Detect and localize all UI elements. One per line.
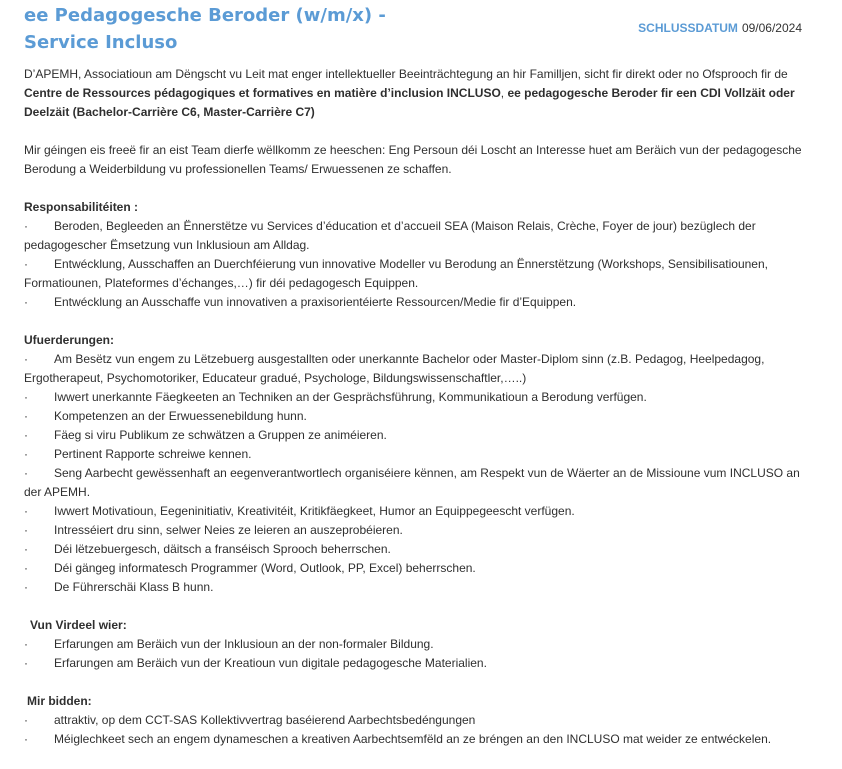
list-item [24, 559, 804, 578]
advantages-heading: Vun Virdeel wier: [30, 618, 127, 632]
bullet-marker: · [24, 352, 28, 366]
list-item [24, 654, 804, 673]
job-title: ee Pedagogesche Beroder (w/m/x) - Service Incluso [24, 5, 386, 53]
requirements-list [24, 350, 804, 597]
list-item-text: Beroden, Begleeden an Ënnerstëtze vu Services d’éducation et d’accueil SEA (Maison Relais, Crèche, Foyer de jour) bezüglech der pedagogescher Ëmsetzung vun Inklusioun am Alldag. [24, 219, 756, 252]
responsibilities-heading: Responsabilitéiten : [24, 200, 139, 214]
requirements-heading: Ufuerderungen: [24, 333, 114, 347]
list-item-text: Fäeg si viru Publikum ze schwätzen a Gruppen ze animéieren. [54, 428, 387, 442]
bullet-marker: · [24, 466, 28, 480]
list-item [24, 426, 804, 445]
closing-date-row [638, 20, 802, 36]
list-item-text: Déi lëtzebuergesch, däitsch a franséisch Sprooch beherrschen. [54, 542, 391, 556]
list-item [24, 407, 804, 426]
list-item-text: Entwécklung, Ausschaffen an Duerchféierung vun innovative Modeller vu Berodung an Ënnerstëtzung (Workshops, Sensibilisatiounen, Formatiounen, Plateformes d’échanges,…) fir déi pedagogesch Equippen. [24, 257, 768, 290]
list-item [24, 730, 804, 749]
list-item-text: Seng Aarbecht gewëssenhaft an eegenverantwortlech organiséiere kënnen, am Respekt vun de Wäerter an de Missioune vum INCLUSO an der APEMH. [24, 466, 800, 499]
bullet-marker: · [24, 561, 28, 575]
bullet-marker: · [24, 504, 28, 518]
list-item-text: Am Besëtz vun engem zu Lëtzebuerg ausgestallten oder unerkannte Bachelor oder Master-Diplom sinn (z.B. Pedagog, Heelpedagog, Ergotherapeut, Psychomotoriker, Educateur gradué, Psychologe, Bildungswissenschaftler,…..) [24, 352, 765, 385]
list-item-text: Pertinent Rapporte schreiwe kennen. [54, 447, 252, 461]
list-item-text: Iwwert unerkannte Fäegkeeten an Techniken an der Gesprächsführung, Kommunikatioun a Berodung verfügen. [54, 390, 647, 404]
closing-date-label: SCHLUSSDATUM [638, 21, 738, 35]
job-description [24, 65, 804, 749]
list-item-text: attraktiv, op dem CCT-SAS Kollektivvertrag baséierend Aarbechtsbedéngungen [54, 713, 476, 727]
intro-paragraph [24, 65, 804, 122]
closing-date-value: 09/06/2024 [741, 21, 802, 35]
responsibilities-list [24, 217, 804, 312]
bullet-marker: · [24, 656, 28, 670]
list-item [24, 635, 804, 654]
list-item [24, 293, 804, 312]
list-item-text: Déi gängeg informatesch Programmer (Word, Outlook, PP, Excel) beherrschen. [54, 561, 476, 575]
list-item-text: Erfarungen am Beräich vun der Kreatioun vun digitale pedagogesche Materialien. [54, 656, 487, 670]
bullet-marker: · [24, 523, 28, 537]
bullet-marker: · [24, 295, 28, 309]
bullet-marker: · [24, 409, 28, 423]
list-item-text: De Führerschäi Klass B hunn. [54, 580, 214, 594]
bullet-marker: · [24, 447, 28, 461]
bullet-marker: · [24, 390, 28, 404]
list-item [24, 445, 804, 464]
offer-heading: Mir bidden: [27, 694, 92, 708]
offer-list [24, 711, 804, 749]
intro-position: ee pedagogesche Beroder fir een CDI Vollzäit oder Deelzäit (Bachelor-Carrière C6, Master-Carrière C7) [24, 86, 795, 119]
bullet-marker: · [24, 428, 28, 442]
intro-text: D’APEMH, Associatioun am Dëngscht vu Leit mat enger intellektueller Beeinträchtegung an hir Familljen, sicht fir direkt oder no Ofsprooch fir de [24, 67, 788, 81]
list-item-text: Entwécklung an Ausschaffe vun innovativen a praxisorientéierte Ressourcen/Medie fir d’Equippen. [54, 295, 577, 309]
list-item [24, 502, 804, 521]
intro-separator: , [500, 86, 508, 100]
list-item-text: Iwwert Motivatioun, Eegeninitiativ, Kreativitéit, Kritikfäegkeet, Humor an Equippegeescht verfügen. [54, 504, 575, 518]
bullet-marker: · [24, 580, 28, 594]
bullet-marker: · [24, 257, 28, 271]
list-item-text: Méiglechkeet sech an engem dynameschen a kreativen Aarbechtsemfëld an ze bréngen an den INCLUSO mat weider ze entwéckelen. [54, 732, 772, 746]
list-item [24, 350, 804, 388]
list-item-text: Kompetenzen an der Erwuessenebildung hunn. [54, 409, 307, 423]
intro-centre-name: Centre de Ressources pédagogiques et formatives en matière d’inclusion INCLUSO [24, 86, 501, 100]
bullet-marker: · [24, 542, 28, 556]
list-item [24, 388, 804, 407]
list-item [24, 578, 804, 597]
bullet-marker: · [24, 713, 28, 727]
list-item-text: Erfarungen am Beräich vun der Inklusioun an der non-formaler Bildung. [54, 637, 434, 651]
list-item [24, 217, 804, 255]
list-item [24, 521, 804, 540]
list-item [24, 255, 804, 293]
bullet-marker: · [24, 637, 28, 651]
list-item [24, 540, 804, 559]
bullet-marker: · [24, 219, 28, 233]
advantages-list [24, 635, 804, 673]
bullet-marker: · [24, 732, 28, 746]
welcome-paragraph: Mir géingen eis freeë fir an eist Team dierfe wëllkomm ze heeschen: Eng Persoun déi Loscht an Interesse huet am Beräich vun der pedagogesche Berodung a Weiderbildung vu professionellen Teams/ Erwuessenen ze schaffen. [24, 143, 802, 176]
list-item [24, 711, 804, 730]
list-item [24, 464, 804, 502]
list-item-text: Intresséiert dru sinn, selwer Neies ze leieren an auszeprobéieren. [54, 523, 403, 537]
